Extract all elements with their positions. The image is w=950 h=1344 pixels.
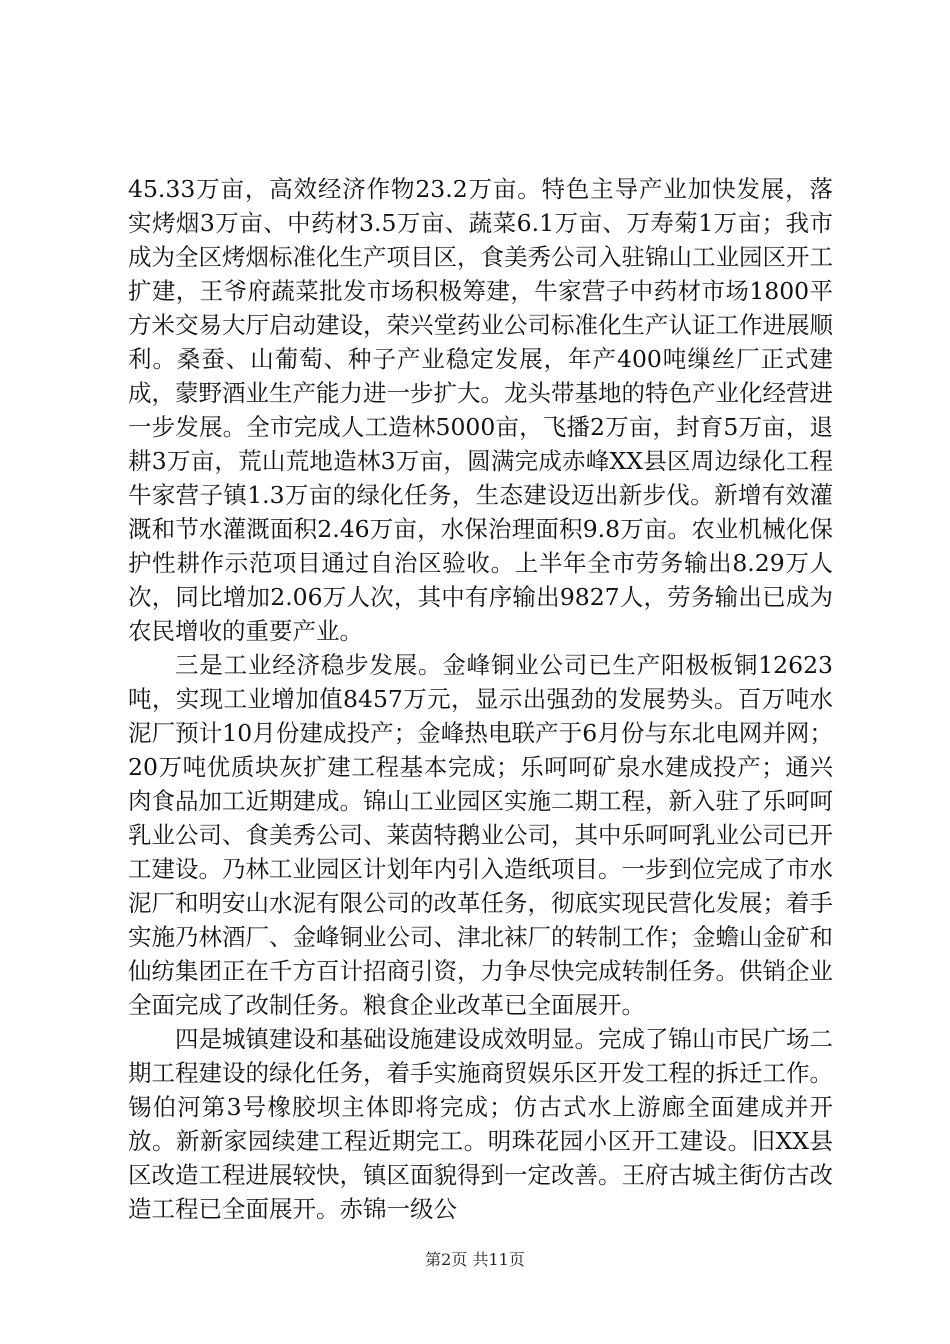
paragraph-industry: 三是工业经济稳步发展。金峰铜业公司已生产阳极板铜12623吨，实现工业增加值8457万元，显示出强劲的发展势头。百万吨水泥厂预计10月份建成投产；金峰热电联产于6月份与东北电网并网；20万吨优质块灰扩建工程基本完成；乐呵呵矿泉水建成投产；通兴肉食品加工近期建成。锦山工业园区实施二期工程，新入驻了乐呵呵乳业公司、食美秀公司、莱茵特鹅业公司，其中乐呵呵乳业公司已开工建设。乃林工业园区计划年内引入造纸项目。一步到位完成了市水泥厂和明安山水泥有限公司的改革任务，彻底实现民营化发展；着手实施乃林酒厂、金峰铜业公司、津北袜厂的转制工作；金蟾山金矿和仙纺集团正在千方百计招商引资，力争尽快完成转制任务。供销企业全面完成了改制任务。粮食企业改革已全面展开。 [128,651,833,1019]
body-text [128,172,833,1226]
paragraph-agriculture: 45.33万亩，高效经济作物23.2万亩。特色主导产业加快发展，落实烤烟3万亩、中药材3.5万亩、蔬菜6.1万亩、万寿菊1万亩；我市成为全区烤烟标准化生产项目区，食美秀公司入驻锦山工业园区开工扩建，王爷府蔬菜批发市场积极筹建，牛家营子中药材市场1800平方米交易大厅启动建设，荣兴堂药业公司标准化生产认证工作进展顺利。桑蚕、山葡萄、种子产业稳定发展，年产400吨缫丝厂正式建成，蒙野酒业生产能力进一步扩大。龙头带基地的特色产业化经营进一步发展。全市完成人工造林5000亩，飞播2万亩，封育5万亩，退耕3万亩，荒山荒地造林3万亩，圆满完成赤峰XX县区周边绿化工程牛家营子镇1.3万亩的绿化任务，生态建设迈出新步伐。新增有效灌溉和节水灌溉面积2.46万亩，水保治理面积9.8万亩。农业机械化保护性耕作示范项目通过自治区验收。上半年全市劳务输出8.29万人次，同比增加2.06万人次，其中有序输出9827人，劳务输出已成为农民增收的重要产业。 [128,175,833,645]
page-footer: 第2页 共11页 [425,1250,525,1269]
paragraph-urban-construction: 四是城镇建设和基础设施建设成效明显。完成了锦山市民广场二期工程建设的绿化任务，着手实施商贸娱乐区开发工程的拆迁工作。锡伯河第3号橡胶坝主体即将完成；仿古式水上游廊全面建成并开放。新新家园续建工程近期完工。明珠花园小区开工建设。旧XX县区改造工程进展较快，镇区面貌得到一定改善。王府古城主街仿古改造工程已全面展开。赤锦一级公 [128,1025,833,1223]
